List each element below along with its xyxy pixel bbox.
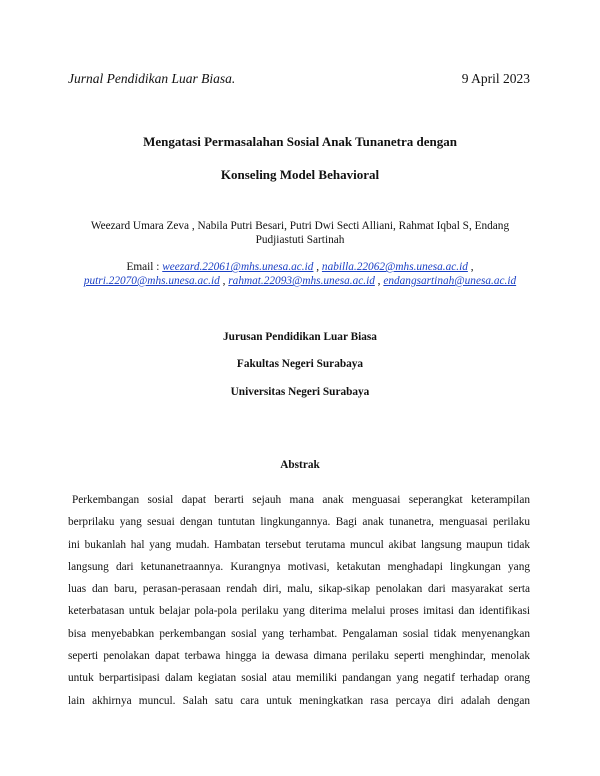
email-link-putri[interactable]: putri.22070@mhs.unesa.ac.id xyxy=(83,275,220,287)
abstract-line: seperti penolakan dapat terbawa hingga ia dewasa dimana perilaku seperti menghindar, menolak xyxy=(68,650,530,663)
email-block xyxy=(60,260,540,288)
journal-name: Jurnal Pendidikan Luar Biasa. xyxy=(68,71,236,86)
abstract-line: langsung dari ketunanetraannya. Kurangnya motivasi, ketakutan menghadapi lingkungan yang xyxy=(68,560,530,573)
abstract-line: lain akhirnya muncul. Salah satu cara untuk meningkatkan rasa percaya diri adalah dengan xyxy=(68,694,530,707)
email-separator: , xyxy=(467,261,474,273)
abstract-body xyxy=(68,493,530,716)
email-separator: , xyxy=(219,275,229,287)
abstract-line: luas dan baru, perasan-perasaan rendah diri, malu, sikap-sikap penolakan dari masyarakat serta xyxy=(68,583,530,596)
paper-title-line-2: Konseling Model Behavioral xyxy=(220,167,380,182)
email-line-1 xyxy=(60,260,540,274)
email-link-nabilla[interactable]: nabilla.22062@mhs.unesa.ac.id xyxy=(321,261,468,273)
email-label: Email : xyxy=(126,261,163,273)
abstract-line: Perkembangan sosial dapat berarti sejauh mana anak menguasai seperangkat keterampilan xyxy=(72,494,530,506)
abstract-line: untuk berpartisipasi dalam kegiatan sosial atau memiliki pandangan yang negatif terhadap orang xyxy=(68,672,530,685)
abstract-heading: Abstrak xyxy=(280,459,320,471)
email-link-weezard[interactable]: weezard.22061@mhs.unesa.ac.id xyxy=(162,261,314,273)
paper-title-line-1: Mengatasi Permasalahan Sosial Anak Tunanetra dengan xyxy=(143,134,457,149)
email-link-endang[interactable]: endangsartinah@unesa.ac.id xyxy=(383,275,517,287)
abstract-line: ini bukanlah hal yang mudah. Hambatan tersebut terutama muncul akibat langsung maupun tidak xyxy=(68,538,530,551)
email-line-2 xyxy=(60,274,540,288)
email-link-rahmat[interactable]: rahmat.22093@mhs.unesa.ac.id xyxy=(228,275,375,287)
abstract-line: keterbatasan untuk belajar pola-pola perilaku yang diterima melalui proses imitasi dan identifikasi xyxy=(68,605,530,618)
email-separator: , xyxy=(374,275,384,287)
publication-date: 9 April 2023 xyxy=(461,71,530,86)
affiliation-faculty: Fakultas Negeri Surabaya xyxy=(236,358,364,370)
email-separator: , xyxy=(313,261,322,273)
abstract-line: bisa menyebabkan perkembangan sosial yang terhambat. Pengalaman sosial tidak menyenangkan xyxy=(68,627,530,640)
affiliation-university: Universitas Negeri Surabaya xyxy=(230,386,370,398)
author-list: Weezard Umara Zeva , Nabila Putri Besari, Putri Dwi Secti Alliani, Rahmat Iqbal S, Endang Pudjiastuti Sartinah xyxy=(90,220,510,246)
abstract-line: berprilaku yang sesuai dengan tuntutan lingkungannya. Bagi anak tunanetra, menguasai perilaku xyxy=(68,516,530,529)
affiliation-department: Jurusan Pendidikan Luar Biasa xyxy=(223,331,377,343)
